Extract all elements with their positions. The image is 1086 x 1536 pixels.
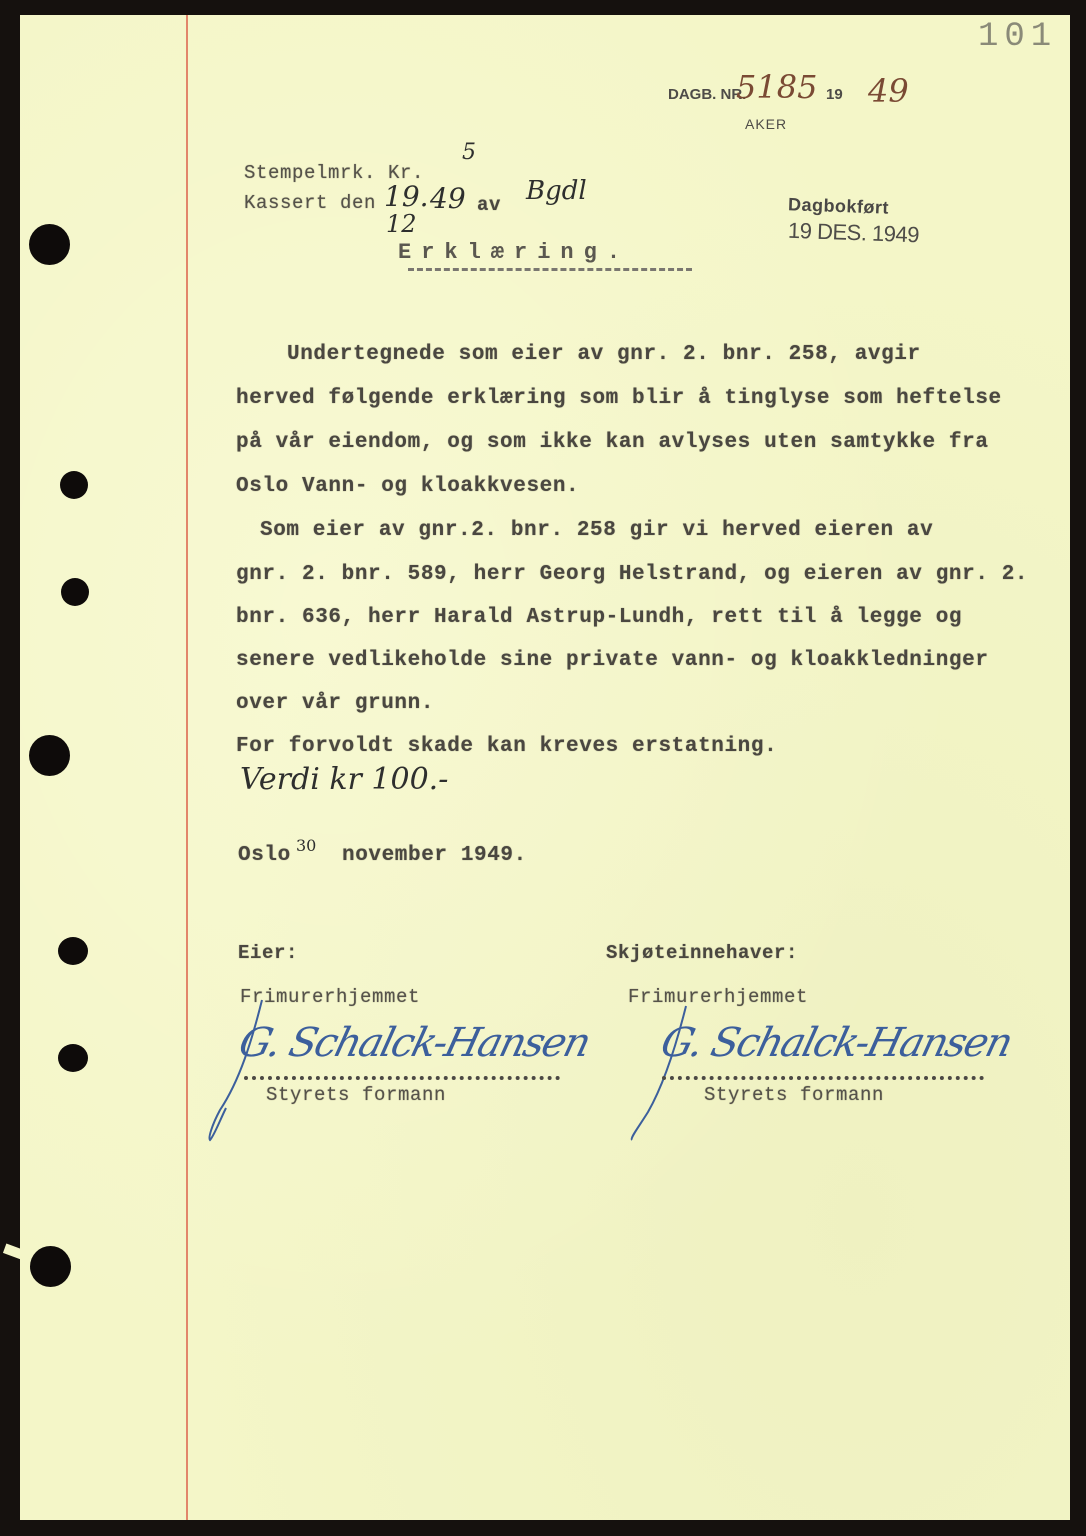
- place-label: Oslo: [238, 844, 291, 867]
- text-line: bnr. 636, herr Harald Astrup-Lundh, rett til å legge og: [236, 606, 963, 629]
- page-number: 101: [978, 18, 1058, 56]
- signer-organization: Frimurerhjemmet: [240, 986, 421, 1008]
- binder-hole-icon: [29, 735, 70, 776]
- signature-line: [244, 1076, 560, 1080]
- date-month-year: november 1949.: [342, 844, 527, 867]
- signature-line: [662, 1076, 984, 1080]
- signature-flourish-icon: [620, 1000, 700, 1150]
- paragraph-3: For forvoldt skade kan kreves erstatning.: [236, 735, 778, 758]
- registered-stamp-date: 19 DES. 1949: [787, 217, 920, 248]
- binder-hole-icon: [60, 471, 88, 499]
- text-line: herved følgende erklæring som blir å tinglyse som heftelse: [236, 387, 1002, 410]
- text-line: Som eier av gnr.2. bnr. 258 gir vi herved eieren av: [260, 519, 934, 542]
- text-line: senere vedlikeholde sine private vann- og kloakkledninger: [236, 649, 989, 672]
- handwritten-signature: G. Schalck-Hansen: [656, 1020, 1016, 1066]
- document-title: Erklæring.: [398, 240, 631, 265]
- journal-number: 5185: [736, 68, 818, 106]
- cancelled-by-label: av: [477, 194, 502, 216]
- text-line: på vår eiendom, og som ikke kan avlyses uten samtykke fra: [236, 431, 989, 454]
- binder-hole-icon: [58, 937, 88, 965]
- red-margin-line: [186, 15, 188, 1520]
- text-line: Undertegnede som eier av gnr. 2. bnr. 258, avgir: [287, 343, 921, 366]
- stamp-duty-label: Stempelmrk. Kr.: [244, 162, 425, 184]
- cancelled-date-month: 12: [386, 210, 417, 238]
- signer-role: Eier:: [238, 942, 299, 964]
- journal-year-prefix: 19: [826, 86, 843, 103]
- date-day: 30: [296, 836, 317, 855]
- binder-hole-icon: [58, 1044, 88, 1072]
- signer-organization: Frimurerhjemmet: [628, 986, 809, 1008]
- text-line: over vår grunn.: [236, 692, 435, 715]
- value-note: Verdi kr 100.-: [240, 762, 449, 797]
- journal-year: 49: [868, 72, 909, 110]
- signer-title: Styrets formann: [266, 1084, 447, 1106]
- journal-stamp-label: DAGB. NR.: [668, 86, 747, 103]
- text-line: Oslo Vann- og kloakkvesen.: [236, 475, 580, 498]
- signer-title: Styrets formann: [704, 1084, 885, 1106]
- signature-flourish-icon: [200, 990, 280, 1150]
- binder-hole-icon: [61, 578, 89, 606]
- municipality-label: AKER: [745, 116, 788, 132]
- binder-hole-icon: [30, 1246, 71, 1287]
- cancelled-date-year: 49: [430, 182, 466, 215]
- signer-role: Skjøteinnehaver:: [606, 942, 799, 964]
- stamp-duty-amount: 5: [462, 140, 476, 165]
- registered-stamp-label: Dagbokført: [787, 194, 890, 218]
- text-line: gnr. 2. bnr. 589, herr Georg Helstrand, og eieren av gnr. 2.: [236, 563, 1029, 586]
- cancelled-by-signature: Bgdl: [526, 176, 587, 206]
- title-underline: [408, 268, 692, 271]
- cancelled-date-day: 19.: [384, 180, 429, 213]
- binder-hole-icon: [29, 224, 70, 265]
- handwritten-signature: G. Schalck-Hansen: [234, 1020, 594, 1066]
- cancelled-date-label: Kassert den: [244, 192, 377, 214]
